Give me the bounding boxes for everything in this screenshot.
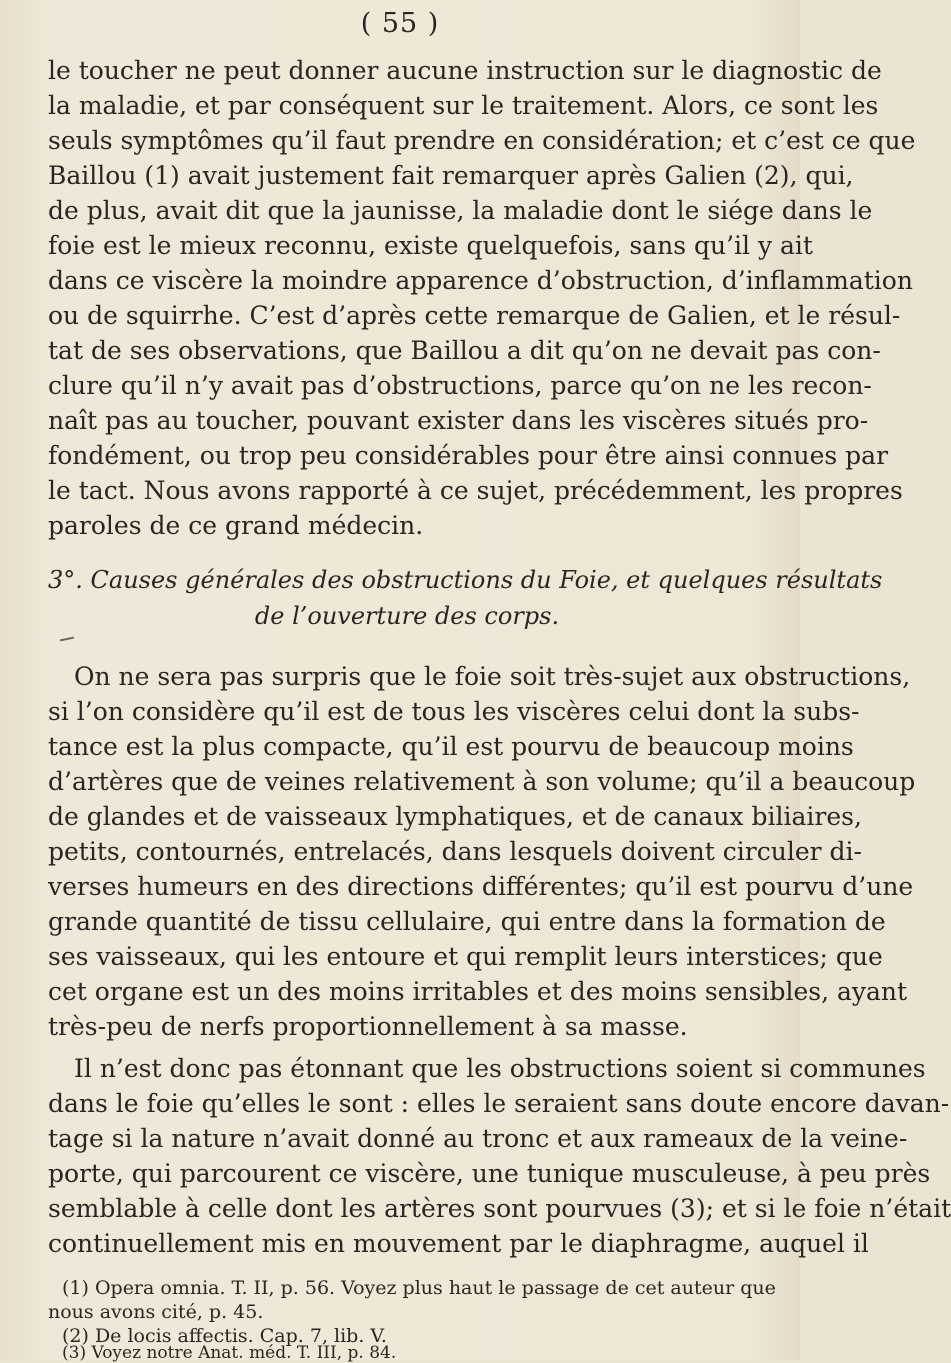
footnote-3: (3) Voyez notre Anat. méd. T. III, p. 84. xyxy=(62,1343,397,1363)
text-line: ou de squirrhe. C’est d’après cette remarque de Galien, et le résul- xyxy=(48,301,901,330)
section-heading-continuation: de l’ouverture des corps. xyxy=(254,602,560,630)
text-line: cet organe est un des moins irritables et des moins sensibles, ayant xyxy=(48,977,908,1006)
text-line: la maladie, et par conséquent sur le traitement. Alors, ce sont les xyxy=(48,91,879,120)
text-line: porte, qui parcourent ce viscère, une tunique musculeuse, à peu près xyxy=(48,1159,931,1188)
page-number: ( 55 ) xyxy=(360,8,440,39)
text-line: naît pas au toucher, pouvant exister dans les viscères situés pro- xyxy=(48,406,869,435)
text-line: On ne sera pas surpris que le foie soit très-sujet aux obstructions, xyxy=(74,662,911,691)
text-line: de plus, avait dit que la jaunisse, la maladie dont le siége dans le xyxy=(48,196,873,225)
footnote-1: (1) Opera omnia. T. II, p. 56. Voyez plus haut le passage de cet auteur que xyxy=(62,1277,776,1299)
text-line: dans ce viscère la moindre apparence d’obstruction, d’inflammation xyxy=(48,266,913,295)
text-line: foie est le mieux reconnu, existe quelquefois, sans qu’il y ait xyxy=(48,231,813,260)
text-line: petits, contournés, entrelacés, dans lesquels doivent circuler di- xyxy=(48,837,862,866)
decorative-dash xyxy=(60,637,74,642)
text-line: tat de ses observations, que Baillou a dit qu’on ne devait pas con- xyxy=(48,336,881,365)
text-line: verses humeurs en des directions différentes; qu’il est pourvu d’une xyxy=(48,872,914,901)
text-line: clure qu’il n’y avait pas d’obstructions, parce qu’on ne les recon- xyxy=(48,371,872,400)
text-line: le tact. Nous avons rapporté à ce sujet, précédemment, les propres xyxy=(48,476,903,505)
text-line: tage si la nature n’avait donné au tronc et aux rameaux de la veine- xyxy=(48,1124,908,1153)
text-line: si l’on considère qu’il est de tous les viscères celui dont la subs- xyxy=(48,697,860,726)
text-line: fondément, ou trop peu considérables pour être ainsi connues par xyxy=(48,441,889,470)
text-line: continuellement mis en mouvement par le diaphragme, auquel il xyxy=(48,1229,869,1258)
text-line: Il n’est donc pas étonnant que les obstructions soient si communes xyxy=(74,1054,926,1083)
text-line: de glandes et de vaisseaux lymphatiques, et de canaux biliaires, xyxy=(48,802,862,831)
text-line: tance est la plus compacte, qu’il est pourvu de beaucoup moins xyxy=(48,732,854,761)
text-line: paroles de ce grand médecin. xyxy=(48,511,424,540)
text-line: Baillou (1) avait justement fait remarquer après Galien (2), qui, xyxy=(48,161,854,190)
section-heading: 3°. Causes générales des obstructions du Foie, et quelques résultats xyxy=(48,566,883,594)
text-line: seuls symptômes qu’il faut prendre en considération; et c’est ce que xyxy=(48,126,916,155)
text-line: d’artères que de veines relativement à son volume; qu’il a beaucoup xyxy=(48,767,916,796)
text-line: le toucher ne peut donner aucune instruction sur le diagnostic de xyxy=(48,56,882,85)
footnote-1-continuation: nous avons cité, p. 45. xyxy=(48,1301,264,1323)
text-line: ses vaisseaux, qui les entoure et qui remplit leurs interstices; que xyxy=(48,942,883,971)
text-line: grande quantité de tissu cellulaire, qui entre dans la formation de xyxy=(48,907,886,936)
text-line: semblable à celle dont les artères sont pourvues (3); et si le foie n’était xyxy=(48,1194,951,1223)
text-line: dans le foie qu’elles le sont : elles le seraient sans doute encore davan- xyxy=(48,1089,950,1118)
footnote-2: (2) De locis affectis. Cap. 7, lib. V. xyxy=(62,1325,387,1347)
text-line: très-peu de nerfs proportionnellement à sa masse. xyxy=(48,1012,688,1041)
